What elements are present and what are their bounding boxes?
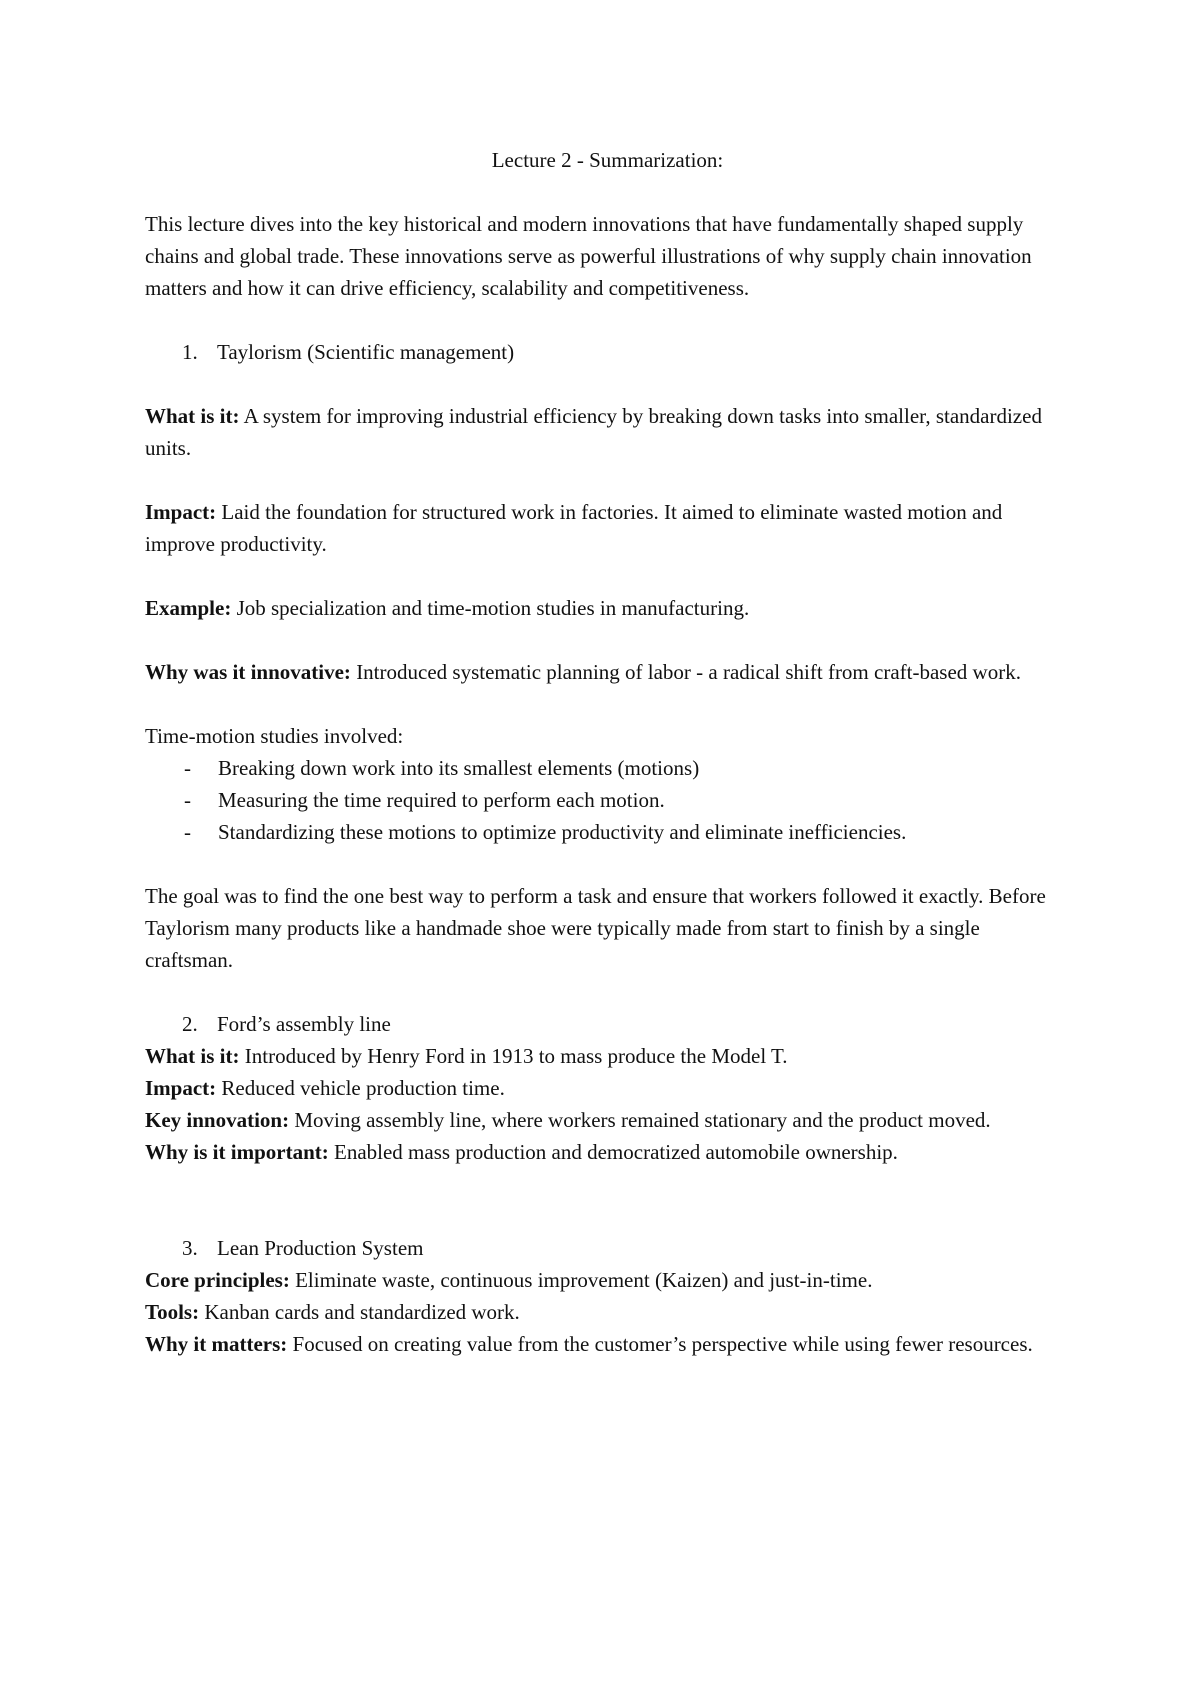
list-item [145,752,1070,784]
bullet-dash: - [184,820,191,844]
section-2-number: 2. [182,1012,198,1036]
list-item-text: Breaking down work into its smallest elements (motions) [218,756,700,780]
section-2-why-paragraph [145,1136,1070,1168]
section-1-impact-label: Impact: [145,500,217,524]
section-3-title: Lean Production System [217,1236,424,1260]
section-2-heading [145,1008,1070,1040]
section-1-heading [145,336,1070,368]
list-item [145,784,1070,816]
section-2-key-text: Moving assembly line, where workers remained stationary and the product moved. [289,1108,991,1132]
section-3-heading [145,1232,1070,1264]
list-item [145,816,1070,848]
section-3-core-paragraph [145,1264,1070,1296]
section-1-why-paragraph [145,656,1070,688]
list-item-text: Standardizing these motions to optimize productivity and eliminate inefficiencies. [218,820,907,844]
goal-paragraph: The goal was to find the one best way to perform a task and ensure that workers followed it exactly. Before Taylorism many products like a handmade shoe were typically made from start to finish by a single craftsman. [145,884,1046,972]
section-3-tools-paragraph [145,1296,1070,1328]
section-2-key-label: Key innovation: [145,1108,290,1132]
studies-intro: Time-motion studies involved: [145,724,404,748]
section-2-key-paragraph [145,1104,1070,1136]
section-1-what-text: A system for improving industrial efficiency by breaking down tasks into smaller, standardized units. [145,404,1042,460]
section-2-impact-label: Impact: [145,1076,217,1100]
studies-list [145,752,1070,848]
section-1-example-text: Job specialization and time-motion studies in manufacturing. [231,596,750,620]
section-1-why-text: Introduced systematic planning of labor - a radical shift from craft-based work. [350,660,1021,684]
document-body [145,144,1070,1360]
section-1-what-paragraph [145,400,1070,464]
section-2-why-text: Enabled mass production and democratized automobile ownership. [328,1140,898,1164]
section-1-why-label: Why was it innovative: [145,660,351,684]
section-3-tools-label: Tools: [145,1300,200,1324]
section-1-number: 1. [182,340,198,364]
section-1-impact-text: Laid the foundation for structured work in factories. It aimed to eliminate wasted motion and improve productivity. [145,500,1003,556]
section-2-what-text: Introduced by Henry Ford in 1913 to mass produce the Model T. [239,1044,788,1068]
section-1-what-label: What is it: [145,404,240,428]
section-3-why-label: Why it matters: [145,1332,288,1356]
section-2-what-paragraph [145,1040,1070,1072]
section-1-title: Taylorism (Scientific management) [217,340,515,364]
section-3-number: 3. [182,1236,198,1260]
bullet-dash: - [184,756,191,780]
section-3-tools-text: Kanban cards and standardized work. [199,1300,520,1324]
list-item-text: Measuring the time required to perform each motion. [218,788,665,812]
section-2-why-label: Why is it important: [145,1140,329,1164]
section-1-example-label: Example: [145,596,232,620]
section-1-impact-paragraph [145,496,1070,560]
section-3-why-text: Focused on creating value from the customer’s perspective while using fewer resources. [287,1332,1033,1356]
section-3-why-paragraph [145,1328,1070,1360]
section-3-core-text: Eliminate waste, continuous improvement (Kaizen) and just-in-time. [289,1268,873,1292]
section-2-title: Ford’s assembly line [217,1012,391,1036]
section-3-core-label: Core principles: [145,1268,290,1292]
intro-paragraph: This lecture dives into the key historical and modern innovations that have fundamentally shaped supply chains and global trade. These innovations serve as powerful illustrations of why supply chain innovation matters and how it can drive efficiency, scalability and competitiveness. [145,212,1032,300]
section-1-example-paragraph [145,592,1070,624]
page-title: Lecture 2 - Summarization: [491,148,724,172]
section-2-impact-paragraph [145,1072,1070,1104]
bullet-dash: - [184,788,191,812]
section-2-what-label: What is it: [145,1044,240,1068]
section-2-impact-text: Reduced vehicle production time. [216,1076,505,1100]
